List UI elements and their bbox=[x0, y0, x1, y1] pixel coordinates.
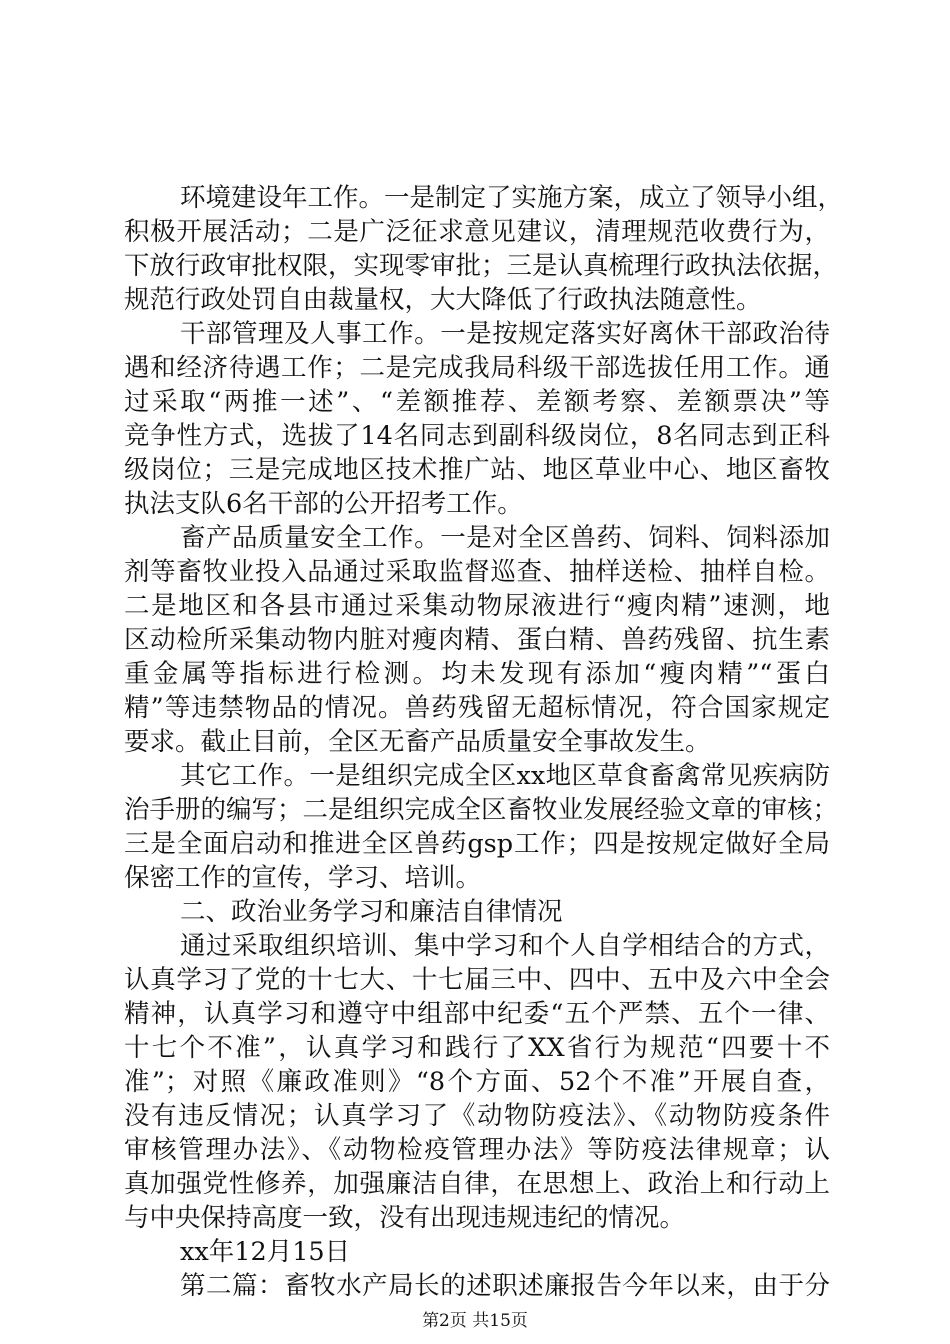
text-line: 执法支队6名干部的公开招考工作。 bbox=[124, 489, 523, 519]
text-line: 环境建设年工作。一是制定了实施方案，成立了领导小组， bbox=[180, 183, 844, 213]
text-line: 竞争性方式，选拔了14名同志到副科级岗位，8名同志到正科 bbox=[124, 421, 830, 451]
text-line: 真加强党性修养，加强廉洁自律，在思想上、政治上和行动上 bbox=[124, 1169, 830, 1199]
text-line: 积极开展活动；二是广泛征求意见建议，清理规范收费行为， bbox=[124, 217, 830, 247]
text-line: 干部管理及人事工作。一是按规定落实好离休干部政治待 bbox=[180, 319, 830, 349]
text-line: 精神，认真学习和遵守中组部中纪委“五个严禁、五个一律、 bbox=[124, 999, 830, 1029]
text-line: 审核管理办法》、《动物检疫管理办法》等防疫法律规章；认 bbox=[124, 1135, 830, 1165]
text-line: 规范行政处罚自由裁量权，大大降低了行政执法随意性。 bbox=[124, 285, 762, 315]
text-line: 治手册的编写；二是组织完成全区畜牧业发展经验文章的审核； bbox=[124, 795, 839, 825]
section-heading: 二、政治业务学习和廉洁自律情况 bbox=[180, 897, 563, 927]
text-line: 过采取“两推一述”、“差额推荐、差额考察、差额票决”等 bbox=[124, 387, 830, 417]
page-number-footer: 第2页 共15页 bbox=[422, 1311, 528, 1331]
text-line: 畜产品质量安全工作。一是对全区兽药、饲料、饲料添加 bbox=[180, 523, 830, 553]
text-line: 认真学习了党的十七大、十七届三中、四中、五中及六中全会 bbox=[124, 965, 830, 995]
text-line: 准”；对照《廉政准则》“8个方面、52个不准”开展自查， bbox=[124, 1067, 830, 1097]
text-line: 与中央保持高度一致，没有出现违规违纪的情况。 bbox=[124, 1203, 686, 1233]
text-line: 剂等畜牧业投入品通过采取监督巡查、抽样送检、抽样自检。 bbox=[124, 557, 830, 587]
text-line: 保密工作的宣传，学习、培训。 bbox=[124, 863, 482, 893]
text-line: 二是地区和各县市通过采集动物尿液进行“瘦肉精”速测，地 bbox=[124, 591, 830, 621]
text-line: 重金属等指标进行检测。均未发现有添加“瘦肉精”“蛋白 bbox=[124, 659, 830, 689]
text-line: 要求。截止目前，全区无畜产品质量安全事故发生。 bbox=[124, 727, 711, 757]
text-line: 下放行政审批权限，实现零审批；三是认真梳理行政执法依据， bbox=[124, 251, 839, 281]
text-line: 区动检所采集动物内脏对瘦肉精、蛋白精、兽药残留、抗生素 bbox=[124, 625, 830, 655]
text-line: 通过采取组织培训、集中学习和个人自学相结合的方式， bbox=[180, 931, 830, 961]
text-line: 遇和经济待遇工作；二是完成我局科级干部选拔任用工作。通 bbox=[124, 353, 830, 383]
text-line: 其它工作。一是组织完成全区xx地区草食畜禽常见疾病防 bbox=[180, 761, 830, 791]
text-line: 没有违反情况；认真学习了《动物防疫法》、《动物防疫条件 bbox=[124, 1101, 830, 1131]
text-line: 精”等违禁物品的情况。兽药残留无超标情况，符合国家规定 bbox=[124, 693, 830, 723]
text-line: 第二篇：畜牧水产局长的述职述廉报告今年以来，由于分 bbox=[180, 1271, 830, 1301]
text-line: 三是全面启动和推进全区兽药gsp工作；四是按规定做好全局 bbox=[124, 829, 830, 859]
document-date: xx年12月15日 bbox=[180, 1237, 351, 1267]
text-line: 级岗位；三是完成地区技术推广站、地区草业中心、地区畜牧 bbox=[124, 455, 830, 485]
text-line: 十七个不准”，认真学习和践行了XX省行为规范“四要十不 bbox=[124, 1033, 830, 1063]
